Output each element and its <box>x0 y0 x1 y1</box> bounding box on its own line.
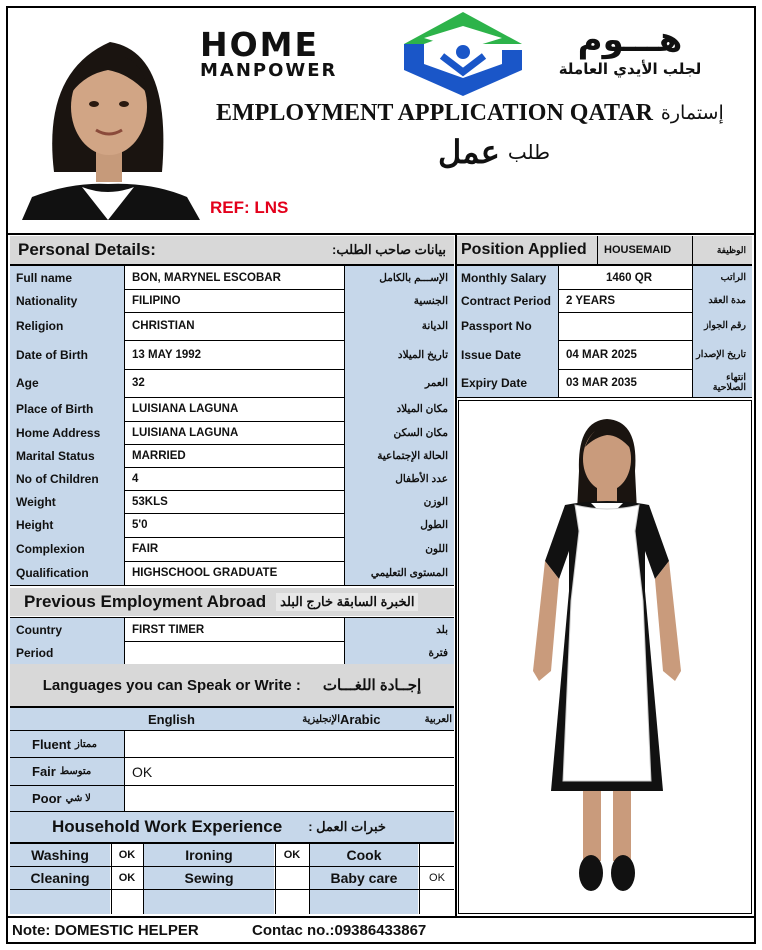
personal-label-ar-text: مكان السكن <box>393 426 448 439</box>
home-manpower-logo <box>200 25 400 81</box>
personal-value: LUISIANA LAGUNA <box>132 403 239 415</box>
footer <box>12 919 752 941</box>
arabic-label-ar: العربية <box>424 713 452 725</box>
household-blank-row <box>10 890 110 914</box>
language-level <box>10 786 124 811</box>
language-level <box>10 758 124 785</box>
col-line <box>124 618 125 664</box>
position-value: 03 MAR 2035 <box>566 377 637 389</box>
row-line <box>10 730 454 731</box>
personal-label-ar <box>345 266 454 289</box>
position-label-ar <box>693 289 752 312</box>
personal-label: Date of Birth <box>10 340 124 369</box>
position-label-ar-text: رقم الجواز <box>704 320 746 331</box>
personal-label-ar <box>345 421 454 444</box>
english-level-value: OK <box>132 763 153 780</box>
personal-value: 53KLS <box>132 495 168 508</box>
personal-label-ar <box>345 513 454 537</box>
page-title <box>216 98 746 128</box>
position-label-ar-text: مدة العقد <box>708 294 746 306</box>
position-label-ar <box>693 369 752 397</box>
household-skill-value <box>276 867 308 889</box>
previous-employment-header <box>10 588 454 616</box>
col-line <box>344 618 345 664</box>
arabic-level-value <box>328 758 452 785</box>
language-level-label: Fluent <box>32 736 71 752</box>
personal-label-ar-text: العمر <box>424 377 448 389</box>
household-skill-label: Baby care <box>310 867 418 889</box>
household-skill-value: OK <box>118 872 136 884</box>
footer-note: Note: DOMESTIC HELPER <box>12 921 199 939</box>
personal-title-ar: بيانات صاحب الطلب: <box>332 242 446 257</box>
position-label: Monthly Salary <box>456 266 558 289</box>
personal-title: Personal Details: <box>18 240 156 259</box>
household-skill-label: Ironing <box>144 844 274 866</box>
position-label: Contract Period <box>456 289 558 312</box>
personal-label-ar <box>345 397 454 421</box>
language-level-ar: ممتاز <box>75 738 98 750</box>
position-label: Expiry Date <box>456 369 558 397</box>
position-applied-header <box>456 236 752 264</box>
row-line <box>10 264 454 266</box>
personal-value: HIGHSCHOOL GRADUATE <box>132 567 278 579</box>
employment-label: Period <box>10 641 124 664</box>
col-line <box>692 266 693 397</box>
brand-subtitle-en: MANPOWER <box>200 60 338 81</box>
personal-label-ar-text: الإســـم بالكامل <box>379 271 448 284</box>
row-line <box>10 585 454 586</box>
household-skill-label: Cook <box>310 844 418 866</box>
household-title-ar: خبرات العمل : <box>308 819 386 834</box>
personal-label-ar-text: عدد الأطفال <box>395 472 448 485</box>
brand-name-en: HOME <box>200 25 320 64</box>
position-value <box>560 312 692 340</box>
personal-label-ar <box>345 289 454 312</box>
personal-label-ar <box>345 561 454 585</box>
home-manpower-logo-ar <box>530 20 730 82</box>
household-skill-value: OK <box>429 872 445 884</box>
employment-label-ar <box>345 641 454 664</box>
english-label-ar: الإنجليزية <box>302 713 340 725</box>
languages-header <box>10 664 454 706</box>
personal-label-ar <box>345 537 454 561</box>
personal-label-ar-text: الطول <box>420 519 448 531</box>
personal-label: Height <box>10 513 124 537</box>
language-level-ar: لا شي <box>65 793 91 804</box>
personal-label-ar-text: اللون <box>425 543 448 555</box>
position-label-ar <box>693 312 752 340</box>
household-title: Household Work Experience <box>52 817 283 836</box>
position-label: Passport No <box>456 312 558 340</box>
personal-label-ar <box>345 369 454 397</box>
language-level-label: Fair <box>32 764 56 779</box>
personal-label-ar-text: تاريخ الميلاد <box>397 348 448 361</box>
personal-value: BON, MARYNEL ESCOBAR <box>132 271 281 284</box>
languages-column-header <box>10 708 454 730</box>
position-label-ar <box>693 266 752 289</box>
personal-value: MARRIED <box>132 449 186 462</box>
col-line <box>419 844 420 914</box>
personal-value: 4 <box>132 472 139 485</box>
personal-label: Weight <box>10 490 124 513</box>
personal-label-ar-text: الحالة الإجتماعية <box>377 449 448 462</box>
languages-title-ar: إجــادة اللغـــات <box>322 677 422 694</box>
household-header <box>10 812 454 842</box>
personal-label-ar <box>345 312 454 340</box>
title-ar-2: طلب <box>507 140 550 164</box>
position-label-ar-text: الراتب <box>720 271 746 283</box>
personal-label-ar <box>345 340 454 369</box>
personal-label-ar <box>345 467 454 490</box>
col-line <box>344 266 345 586</box>
personal-label-ar-text: الوزن <box>423 495 448 508</box>
household-skill-label: Sewing <box>144 867 274 889</box>
footer-divider <box>8 916 754 918</box>
headshot-photo <box>12 12 204 220</box>
personal-label: Age <box>10 369 124 397</box>
language-level-label: Poor <box>32 791 62 806</box>
english-level-value <box>126 731 326 757</box>
personal-label: Complexion <box>10 537 124 561</box>
personal-value: 13 MAY 1992 <box>132 348 202 361</box>
personal-value: FAIR <box>132 543 159 555</box>
footer-contact: Contac no.:09386433867 <box>252 921 427 939</box>
personal-label: Qualification <box>10 561 124 585</box>
english-level-value <box>126 786 326 811</box>
reference-number: REF: LNS <box>210 198 289 217</box>
language-level-ar: متوسط <box>59 766 92 777</box>
position-title: Position Applied <box>461 241 587 258</box>
row-line <box>456 264 752 266</box>
title-ar-1: إستمارة <box>660 102 724 124</box>
household-skill-label: Washing <box>10 844 110 866</box>
position-label: Issue Date <box>456 340 558 369</box>
english-label: English <box>148 711 195 727</box>
household-skill-value: OK <box>118 849 136 861</box>
employment-label: Country <box>10 618 124 641</box>
logo-emblem <box>402 10 524 98</box>
col-line <box>111 844 112 914</box>
employment-value <box>126 641 344 664</box>
col-line <box>275 844 276 914</box>
personal-label: No of Children <box>10 467 124 490</box>
row-line <box>10 617 454 618</box>
page-title-ar <box>410 132 550 172</box>
title-ar-3: عمل <box>437 133 500 171</box>
language-level <box>10 731 124 757</box>
personal-label: Religion <box>10 312 124 340</box>
center-divider <box>455 233 457 916</box>
title-en: EMPLOYMENT APPLICATION QATAR <box>216 99 653 126</box>
languages-title: Languages you can Speak or Write : <box>42 676 301 694</box>
personal-label-ar-text: المستوى التعليمي <box>370 567 448 579</box>
personal-label-ar-text: الجنسية <box>413 294 448 307</box>
position-value: 04 MAR 2025 <box>566 348 637 361</box>
col-line <box>143 844 144 914</box>
personal-label-ar-text: الديانة <box>421 320 448 332</box>
personal-value: 5'0 <box>132 519 148 531</box>
personal-label-ar <box>345 490 454 513</box>
employment-title-ar: الخبرة السابقة خارج البلد <box>276 593 418 611</box>
personal-label: Nationality <box>10 289 124 312</box>
employment-label-ar-text: بلد <box>436 623 448 636</box>
full-body-photo <box>458 400 752 914</box>
brand-name-ar: هـــوم <box>577 20 683 60</box>
personal-value: FILIPINO <box>132 294 181 307</box>
position-label-ar: الوظيفة <box>716 244 746 255</box>
employment-title: Previous Employment Abroad <box>24 592 267 611</box>
household-skill-label: Cleaning <box>10 867 110 889</box>
position-divider-1 <box>597 236 598 264</box>
personal-value: CHRISTIAN <box>132 320 195 332</box>
position-label-ar-text: انتهاء الصلاحية <box>712 372 746 393</box>
arabic-level-value <box>328 786 452 811</box>
household-skill-value <box>420 844 454 866</box>
personal-label-ar-text: مكان الميلاد <box>396 403 448 415</box>
col-line <box>124 731 125 811</box>
row-line <box>456 397 752 398</box>
arabic-level-value <box>328 731 452 757</box>
position-value: 2 YEARS <box>566 294 616 307</box>
household-skill-value: OK <box>283 849 301 861</box>
col-line <box>558 266 559 397</box>
personal-value: LUISIANA LAGUNA <box>132 426 239 439</box>
personal-label-ar <box>345 444 454 467</box>
personal-value: 32 <box>132 377 145 389</box>
employment-label-ar-text: فترة <box>428 646 448 659</box>
position-value: 1460 QR <box>605 271 653 284</box>
arabic-label: Arabic <box>340 711 381 727</box>
brand-subtitle-ar: لجلب الأيدي العاملة <box>558 60 702 78</box>
header-divider <box>8 233 754 235</box>
employment-value: FIRST TIMER <box>132 623 205 636</box>
personal-label: Marital Status <box>10 444 124 467</box>
employment-label-ar <box>345 618 454 641</box>
personal-label: Home Address <box>10 421 124 444</box>
household-blank-row <box>310 890 418 914</box>
col-line <box>124 266 125 586</box>
position-divider-2 <box>692 236 693 264</box>
position-label-ar-text: تاريخ الإصدار <box>696 348 746 360</box>
household-blank-row <box>144 890 274 914</box>
personal-label: Place of Birth <box>10 397 124 421</box>
personal-details-header <box>10 236 454 264</box>
position-label-ar <box>693 340 752 369</box>
col-line <box>309 844 310 914</box>
position-value: HOUSEMAID <box>604 244 672 256</box>
personal-label: Full name <box>10 266 124 289</box>
